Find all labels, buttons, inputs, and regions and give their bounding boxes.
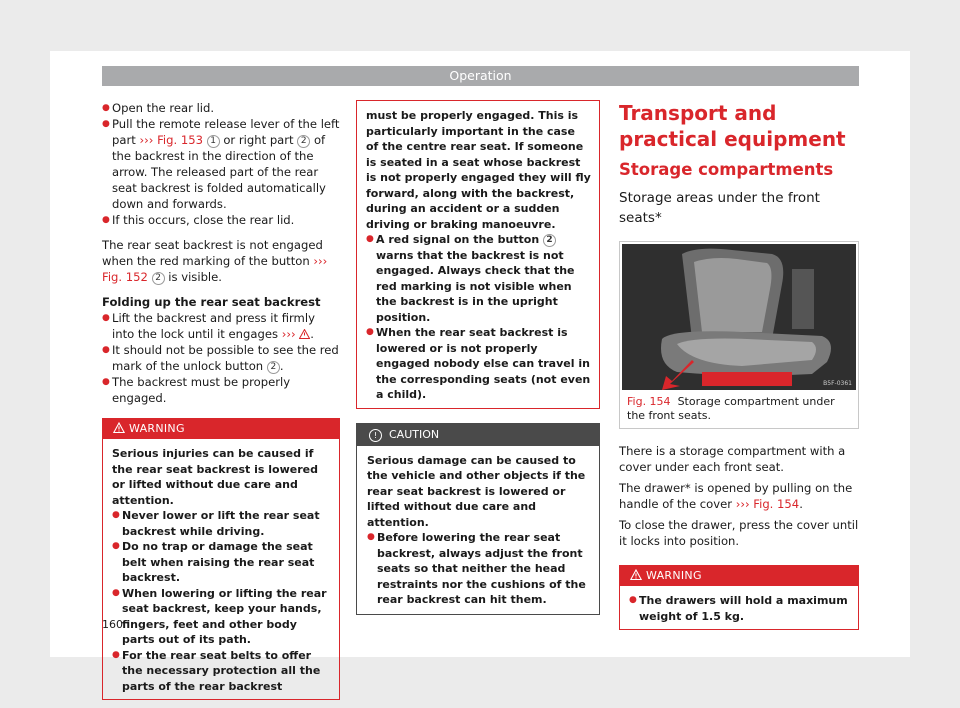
fig-153-link[interactable]: ››› Fig. 153: [139, 133, 203, 147]
paragraph-drawer-open: The drawer* is opened by pulling on the handle of the cover ››› Fig. 154.: [619, 481, 853, 511]
warning-bullet: ● Do no trap or damage the seat belt when raising the rear seat backrest.: [112, 539, 331, 586]
callout-number: 1: [207, 135, 220, 148]
subsection-title: Storage areas under the front seats*: [619, 190, 820, 226]
car-seat-icon: [622, 244, 856, 390]
warning-box-continued: [356, 100, 600, 409]
figure-code: B5F-0361: [823, 380, 852, 387]
warning-triangle-icon: [299, 329, 310, 339]
section-title: Storage compartments: [619, 160, 834, 179]
callout-number: 2: [543, 234, 556, 247]
bullet-no-red-mark: ● It should not be possible to see the red mark of the unlock button 2 .: [102, 342, 340, 374]
info-circle-icon: !: [369, 429, 382, 442]
paragraph-not-engaged: The rear seat backrest is not engaged when the red marking of the button ››› Fig. 152 2 is visible.: [102, 238, 328, 284]
paragraph-drawer-close: To close the drawer, press the cover until it locks into position.: [619, 518, 859, 548]
page-number: 160: [102, 618, 123, 631]
warning-intro: Serious injuries can be caused if the rear seat backrest is lowered or lifted without due care and attention.: [112, 447, 318, 507]
callout-number: 2: [297, 135, 310, 148]
warning-body: [357, 101, 599, 408]
warning-triangle-icon: [630, 569, 642, 581]
fig-154-link[interactable]: ››› Fig. 154: [735, 497, 800, 511]
bullet-pull-release-lever: ● Pull the remote release lever of the left part ››› Fig. 153 1 or right part 2 of the backrest in the direction of the arrow. The released part of the rear seat backrest is folded automatically down and forwards.: [102, 116, 340, 212]
bullet-lift-backrest: ● Lift the backrest and press it firmly into the lock until it engages ››› .: [102, 310, 340, 342]
caution-bullet: ● Before lowering the rear seat backrest, always adjust the front seats so that neither the head restraints nor the cushions of the rear backrest can hit them.: [367, 530, 590, 608]
subheading-folding-up: Folding up the rear seat backrest: [102, 295, 321, 309]
warning-ref-link[interactable]: ›››: [281, 327, 296, 341]
warning-continued-text: must be properly engaged. This is particularly important in the case of the centre rear seat. If someone is seated in a seat whose backrest is not properly engaged they will fly forward, along with the backrest, during an accident or a sudden driving or braking manoeuvre.: [366, 109, 591, 231]
caution-box: [356, 423, 600, 615]
caution-header: ! CAUTION: [357, 424, 599, 446]
warning-box: [102, 418, 340, 700]
warning-bullet: ● Never lower or lift the rear seat backrest while driving.: [112, 508, 331, 539]
column-right: [619, 100, 859, 630]
warning-box-drawers: [619, 565, 859, 630]
seat-storage-illustration: [622, 244, 856, 390]
warning-bullet: ● For the rear seat belts to offer the necessary protection all the parts of the rear backrest: [112, 648, 331, 695]
warning-bullet: ● When lowering or lifting the rear seat backrest, keep your hands, fingers, feet and other body parts out of its path.: [112, 586, 331, 648]
callout-number: 2: [267, 361, 280, 374]
caution-body: [357, 446, 599, 614]
figure-caption: Fig. 154 Storage compartment under the front seats.: [627, 395, 835, 422]
caution-intro: Serious damage can be caused to the vehicle and other objects if the rear seat backrest is lowered or lifted without due care and attention.: [367, 453, 586, 529]
column-left: [102, 100, 340, 700]
warning-bullet: ● The drawers will hold a maximum weight of 1.5 kg.: [629, 593, 850, 624]
callout-number: 2: [152, 272, 165, 285]
bullet-close-rear-lid: ● If this occurs, close the rear lid.: [102, 212, 340, 228]
paragraph-storage-cover: There is a storage compartment with a cover under each front seat.: [619, 444, 846, 474]
bullet-properly-engaged: ● The backrest must be properly engaged.: [102, 374, 340, 406]
warning-bullet: ● A red signal on the button 2 warns that the backrest is not engaged. Always check that the red marking is not visible when the backrest is in the upright position.: [366, 232, 591, 325]
bullet-open-rear-lid: ● Open the rear lid.: [102, 100, 340, 116]
warning-body: [103, 439, 339, 699]
warning-header: WARNING: [103, 419, 339, 439]
figure-154: [619, 241, 859, 429]
warning-bullet: ● When the rear seat backrest is lowered or is not properly engaged nobody else can travel in the corresponding seats (not even a child).: [366, 325, 591, 403]
fig-152-link[interactable]: ››› Fig. 152: [102, 254, 328, 284]
section-header: Operation: [102, 66, 859, 86]
warning-body: [620, 586, 858, 629]
chapter-title: Transport and practical equipment: [619, 101, 846, 151]
warning-triangle-icon: [113, 422, 125, 434]
column-middle: [356, 100, 600, 615]
warning-header: WARNING: [620, 566, 858, 586]
figure-label: Fig. 154: [627, 395, 671, 408]
